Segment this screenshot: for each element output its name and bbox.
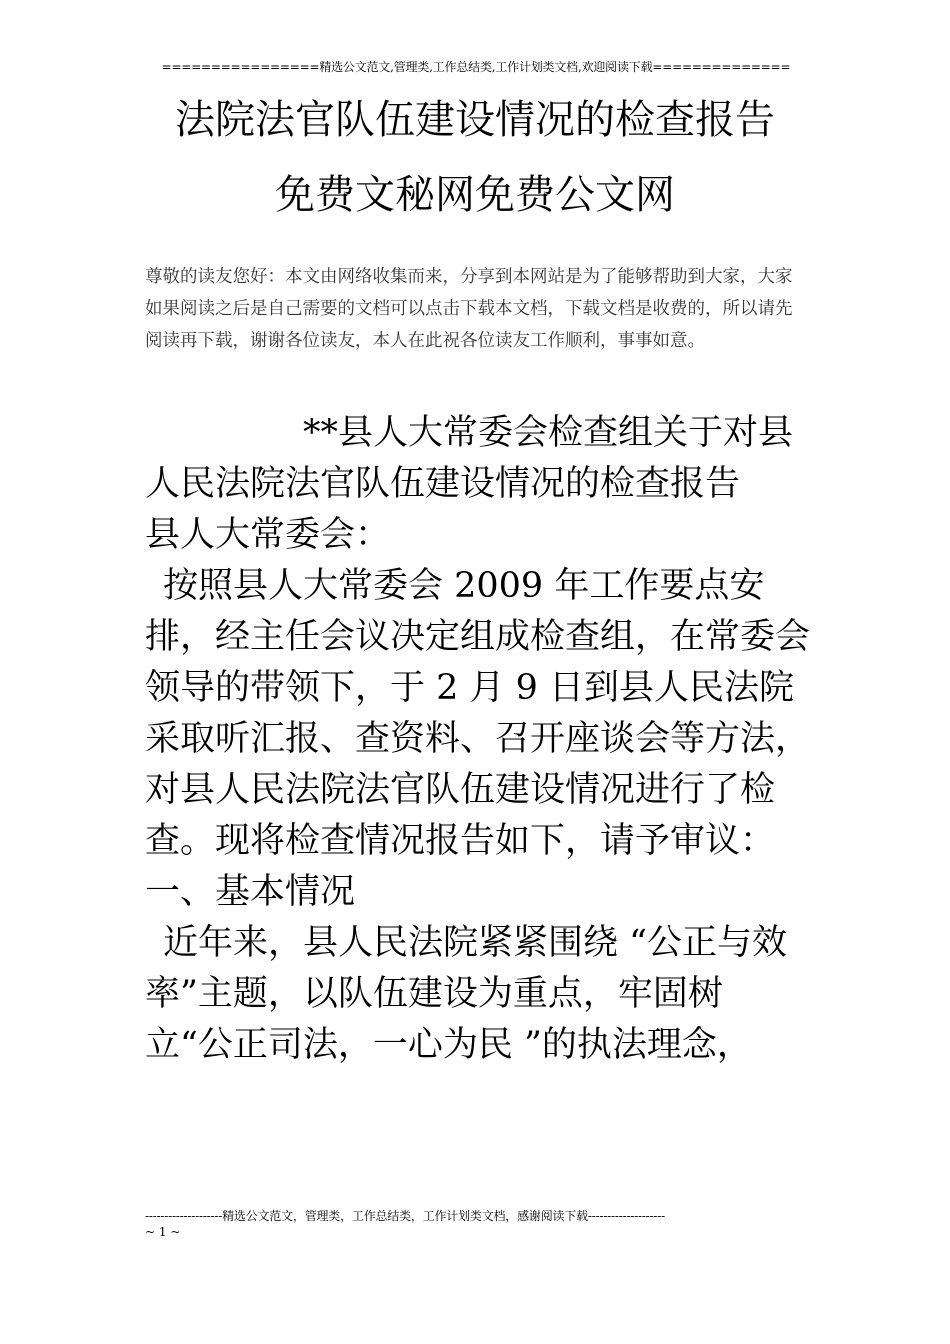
reader-notice: 尊敬的读友您好：本文由网络收集而来，分享到本网站是为了能够帮助到大家，大家如果阅读之后是自己需要的文档可以点击下载本文档，下载文档是收费的，所以请先阅读再下载，谢谢各位读友，本人在此祝各位读友工作顺利，事事如意。 [145,267,793,351]
page-header: ================精选公文范文,管理类,工作总结类,工作计划类文档,欢迎阅读下载============== [161,60,791,74]
paragraph-2: 近年来，县人民法院紧紧围绕 “公正与效率”主题，以队伍建设为重点，牢固树立“公正司法，一心为民 ”的执法理念， [145,923,788,1065]
section-heading-1: 一、基本情况 [145,872,356,912]
report-title: **县人大常委会检查组关于对县人民法院法官队伍建设情况的检查报告 [145,413,794,504]
document-body [145,408,810,1071]
page-number: ~ 1 ~ [145,1225,181,1239]
document-subtitle: 免费文秘网免费公文网 [275,172,675,218]
salutation: 县人大常委会： [145,515,391,555]
page-footer: --------------------精选公文范文，管理类，工作总结类，工作计划类文档，感谢阅读下载-------------------- [145,1209,665,1223]
document-title: 法院法官队伍建设情况的检查报告 [175,97,775,143]
paragraph-1: 按照县人大常委会 2009 年工作要点安排，经主任会议决定组成检查组，在常委会领导的带领下，于 2 月 9 日到县人民法院采取听汇报、查资料、召开座谈会等方法，对县人民法院法官队伍建设情况进行了检查。现将检查情况报告如下，请予审议： [145,566,811,861]
